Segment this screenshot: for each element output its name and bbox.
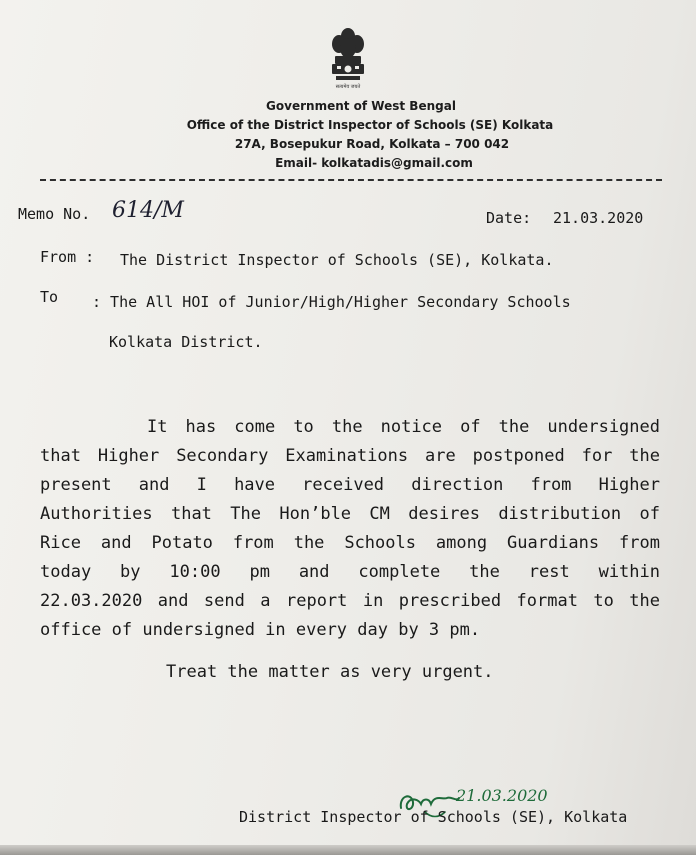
body-line: today by 10:00 pm and complete the rest within [40,562,660,582]
letterhead-email: Email- kolkatadis@gmail.com [275,156,473,170]
date-label: Date: [486,209,532,227]
body-line: present and I have received direction from Higher [40,475,660,495]
memo-body [40,413,660,645]
signatory-designation: District Inspector of Schools (SE), Kolkata [239,808,628,826]
to-label: To [40,288,59,306]
body-line: It has come to the notice of the undersigned [147,417,660,437]
page-bottom-edge [0,845,696,855]
urgent-note: Treat the matter as very urgent. [166,662,494,682]
emblem-motto: सत्यमेव जयते [335,84,361,90]
letterhead-address: 27A, Bosepukur Road, Kolkata – 700 042 [234,137,510,151]
memo-number: 614/M [112,198,184,223]
body-line: Rice and Potato from the Schools among Guardians from [40,533,660,553]
to-value: : The All HOI of Junior/High/Higher Secondary Schools [92,293,571,311]
body-line: that Higher Secondary Examinations are postponed for the [40,446,660,466]
date-value: 21.03.2020 [553,209,644,227]
letterhead-office: Office of the District Inspector of Schools (SE) Kolkata [186,118,554,132]
body-line: Authorities that The Hon’ble CM desires distribution of [40,504,660,524]
signature-date: 21.03.2020 [456,786,548,805]
memo-label: Memo No. [18,205,91,223]
body-line: office of undersigned in every day by 3 pm. [40,620,481,640]
to-value-district: Kolkata District. [109,333,263,351]
letterhead-government: Government of West Bengal [266,99,456,113]
from-label: From : [40,248,95,266]
from-value: The District Inspector of Schools (SE), Kolkata. [120,251,554,269]
body-line: 22.03.2020 and send a report in prescribed format to the [40,591,660,611]
header-divider [40,179,662,181]
